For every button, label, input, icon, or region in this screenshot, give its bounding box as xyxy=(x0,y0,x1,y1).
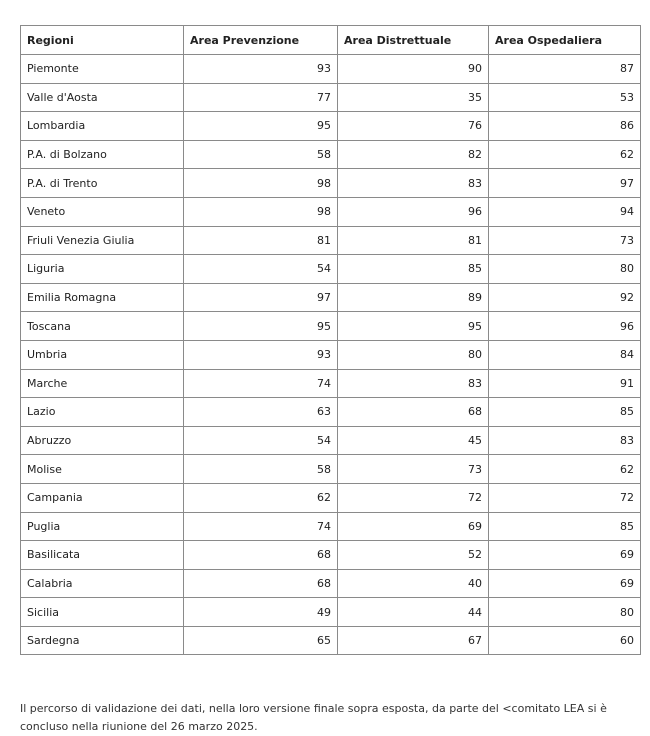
table-row xyxy=(21,112,641,141)
area-ospedaliera-cell: 62 xyxy=(489,455,641,484)
region-cell: Campania xyxy=(21,483,184,512)
table-body xyxy=(21,55,641,655)
region-cell: Basilicata xyxy=(21,541,184,570)
area-prevenzione-cell: 68 xyxy=(184,569,338,598)
area-ospedaliera-cell: 86 xyxy=(489,112,641,141)
table-row xyxy=(21,197,641,226)
region-cell: Friuli Venezia Giulia xyxy=(21,226,184,255)
area-prevenzione-cell: 98 xyxy=(184,197,338,226)
region-cell: Valle d'Aosta xyxy=(21,83,184,112)
region-cell: Lazio xyxy=(21,398,184,427)
area-prevenzione-cell: 77 xyxy=(184,83,338,112)
region-cell: Calabria xyxy=(21,569,184,598)
region-cell: Emilia Romagna xyxy=(21,283,184,312)
region-cell: Piemonte xyxy=(21,55,184,84)
area-ospedaliera-cell: 72 xyxy=(489,483,641,512)
table-header-row xyxy=(21,26,641,55)
table-row xyxy=(21,283,641,312)
table-row xyxy=(21,169,641,198)
area-prevenzione-cell: 54 xyxy=(184,255,338,284)
area-distrettuale-cell: 89 xyxy=(338,283,489,312)
area-ospedaliera-cell: 83 xyxy=(489,426,641,455)
region-cell: Lombardia xyxy=(21,112,184,141)
area-distrettuale-cell: 85 xyxy=(338,255,489,284)
region-cell: Umbria xyxy=(21,340,184,369)
area-prevenzione-cell: 95 xyxy=(184,312,338,341)
header-area-ospedaliera: Area Ospedaliera xyxy=(489,26,641,55)
header-area-distrettuale: Area Distrettuale xyxy=(338,26,489,55)
table-row xyxy=(21,398,641,427)
area-distrettuale-cell: 83 xyxy=(338,169,489,198)
area-ospedaliera-cell: 91 xyxy=(489,369,641,398)
area-distrettuale-cell: 73 xyxy=(338,455,489,484)
area-distrettuale-cell: 83 xyxy=(338,369,489,398)
area-ospedaliera-cell: 92 xyxy=(489,283,641,312)
area-prevenzione-cell: 93 xyxy=(184,340,338,369)
area-distrettuale-cell: 81 xyxy=(338,226,489,255)
region-cell: Molise xyxy=(21,455,184,484)
table-row xyxy=(21,483,641,512)
region-cell: P.A. di Trento xyxy=(21,169,184,198)
table-row xyxy=(21,226,641,255)
region-cell: P.A. di Bolzano xyxy=(21,140,184,169)
area-distrettuale-cell: 67 xyxy=(338,626,489,655)
table-row xyxy=(21,255,641,284)
table-row xyxy=(21,598,641,627)
area-distrettuale-cell: 40 xyxy=(338,569,489,598)
header-area-prevenzione: Area Prevenzione xyxy=(184,26,338,55)
table-row xyxy=(21,83,641,112)
area-prevenzione-cell: 98 xyxy=(184,169,338,198)
area-distrettuale-cell: 76 xyxy=(338,112,489,141)
area-ospedaliera-cell: 62 xyxy=(489,140,641,169)
area-ospedaliera-cell: 69 xyxy=(489,569,641,598)
area-ospedaliera-cell: 69 xyxy=(489,541,641,570)
area-distrettuale-cell: 72 xyxy=(338,483,489,512)
area-prevenzione-cell: 81 xyxy=(184,226,338,255)
table-row xyxy=(21,626,641,655)
region-cell: Sardegna xyxy=(21,626,184,655)
area-ospedaliera-cell: 84 xyxy=(489,340,641,369)
area-ospedaliera-cell: 80 xyxy=(489,255,641,284)
area-ospedaliera-cell: 94 xyxy=(489,197,641,226)
area-prevenzione-cell: 54 xyxy=(184,426,338,455)
area-prevenzione-cell: 95 xyxy=(184,112,338,141)
table-row xyxy=(21,512,641,541)
region-cell: Puglia xyxy=(21,512,184,541)
table-row xyxy=(21,55,641,84)
region-cell: Liguria xyxy=(21,255,184,284)
area-distrettuale-cell: 96 xyxy=(338,197,489,226)
area-distrettuale-cell: 45 xyxy=(338,426,489,455)
region-cell: Marche xyxy=(21,369,184,398)
table-row xyxy=(21,455,641,484)
area-prevenzione-cell: 58 xyxy=(184,455,338,484)
area-distrettuale-cell: 82 xyxy=(338,140,489,169)
area-distrettuale-cell: 35 xyxy=(338,83,489,112)
table-row xyxy=(21,426,641,455)
area-distrettuale-cell: 69 xyxy=(338,512,489,541)
table-row xyxy=(21,312,641,341)
region-cell: Sicilia xyxy=(21,598,184,627)
region-cell: Veneto xyxy=(21,197,184,226)
area-prevenzione-cell: 97 xyxy=(184,283,338,312)
area-prevenzione-cell: 58 xyxy=(184,140,338,169)
area-prevenzione-cell: 74 xyxy=(184,512,338,541)
area-prevenzione-cell: 63 xyxy=(184,398,338,427)
header-regioni: Regioni xyxy=(21,26,184,55)
lea-scores-table xyxy=(20,25,641,655)
area-ospedaliera-cell: 87 xyxy=(489,55,641,84)
area-ospedaliera-cell: 96 xyxy=(489,312,641,341)
area-ospedaliera-cell: 85 xyxy=(489,512,641,541)
area-ospedaliera-cell: 53 xyxy=(489,83,641,112)
area-ospedaliera-cell: 97 xyxy=(489,169,641,198)
area-prevenzione-cell: 68 xyxy=(184,541,338,570)
area-ospedaliera-cell: 60 xyxy=(489,626,641,655)
area-prevenzione-cell: 93 xyxy=(184,55,338,84)
area-prevenzione-cell: 65 xyxy=(184,626,338,655)
region-cell: Abruzzo xyxy=(21,426,184,455)
table-row xyxy=(21,569,641,598)
area-prevenzione-cell: 62 xyxy=(184,483,338,512)
area-prevenzione-cell: 74 xyxy=(184,369,338,398)
table-row xyxy=(21,541,641,570)
area-distrettuale-cell: 80 xyxy=(338,340,489,369)
region-cell: Toscana xyxy=(21,312,184,341)
area-distrettuale-cell: 68 xyxy=(338,398,489,427)
area-prevenzione-cell: 49 xyxy=(184,598,338,627)
area-distrettuale-cell: 44 xyxy=(338,598,489,627)
table-row xyxy=(21,369,641,398)
area-distrettuale-cell: 52 xyxy=(338,541,489,570)
area-distrettuale-cell: 90 xyxy=(338,55,489,84)
area-ospedaliera-cell: 80 xyxy=(489,598,641,627)
table-row xyxy=(21,140,641,169)
area-ospedaliera-cell: 85 xyxy=(489,398,641,427)
footnote-text: Il percorso di validazione dei dati, nella loro versione finale sopra esposta, da parte del <comitato LEA si è concluso nella riunione del 26 marzo 2025. xyxy=(20,702,607,733)
area-distrettuale-cell: 95 xyxy=(338,312,489,341)
table-row xyxy=(21,340,641,369)
area-ospedaliera-cell: 73 xyxy=(489,226,641,255)
